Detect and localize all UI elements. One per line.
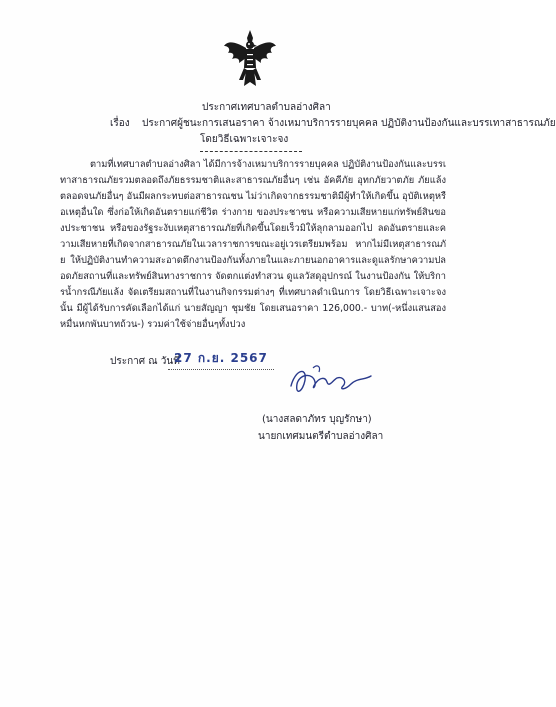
subject-label: เรื่อง bbox=[110, 118, 130, 129]
garuda-emblem-icon bbox=[222, 28, 278, 90]
announcement-org-title: ประกาศเทศบาลตำบลอ่างศิลา bbox=[202, 102, 331, 113]
body-paragraph-text: ตามที่เทศบาลตำบลอ่างศิลา ได้มีการจ้างเหมาบริการรายบุคคล ปฏิบัติงานป้องกันและบรรเทาสาธารณภัยรวมตลอดถึงภัยธรรมชาติและสาธารณภัยอื่นๆ เช่น อัคคีภัย อุทกภัยวาตภัย ภัยแล้ง ตลอดจนภัยอื่นๆ อันมีผลกระทบต่อสาธารณชน ไม่ว่าเกิดจากธรรมชาติมีผู้ทำให้เกิดขึ้น อุบัติเหตุหรือเหตุอื่นใด ซึ่งก่อให้เกิดอันตรายแก่ชีวิต ร่างกาย ของประชาชน หรือความเสียหายแก่ทรัพย์สินของประชาชน หรือของรัฐระงับเหตุสาธารณภัยที่เกิดขึ้นโดยเร็วมิให้ลุกลามออกไป ลดอันตรายและความเสียหายที่เกิดจากสาธารณภัยในเวลาราชการขณะอยู่เวรเตรียมพร้อม หากไม่มีเหตุสาธารณภัย ให้ปฏิบัติงานทำความสะอาดตึกงานป้องกันทั้งภายในและภายนอกอาคารและดูแลรักษาความปลอดภัยสถานที่และทรัพย์สินทางราชการ จัดตกแต่งทำสวน ดูแลวัสดุอุปกรณ์ ในงานป้องกัน ให้บริการน้ำกรณีภัยแล้ง จัดเตรียมสถานที่ในงานกิจกรรมต่างๆ ที่เทศบาลดำเนินการ โดยวิธีเฉพาะเจาะจง นั้น มีผู้ได้รับการคัดเลือกได้แก่ นายสัญญา ชุมชัย โดยเสนอราคา 126,000.- บาท(-หนึ่งแสนสองหมื่นหกพันบาทถ้วน-) รวมค่าใช้จ่ายอื่นๆทั้งปวง bbox=[60, 159, 446, 330]
body-paragraph bbox=[60, 157, 446, 333]
header-divider bbox=[200, 151, 302, 152]
handwritten-signature bbox=[285, 360, 375, 400]
announce-date-stamp: 27 ก.ย. 2567 bbox=[168, 349, 274, 370]
announce-date-label: ประกาศ ณ วันที่ bbox=[110, 356, 180, 367]
subject-line-2: โดยวิธีเฉพาะเจาะจง bbox=[200, 134, 289, 145]
subject-line-1: ประกาศผู้ชนะการเสนอราคา จ้างเหมาบริการรายบุคคล ปฏิบัติงานป้องกันและบรรเทาสาธารณภัย bbox=[142, 118, 556, 129]
signer-name: (นางสลดาภัทร บุญรักษา) bbox=[262, 414, 372, 425]
signer-title: นายกเทศมนตรีตำบลอ่างศิลา bbox=[258, 431, 384, 442]
